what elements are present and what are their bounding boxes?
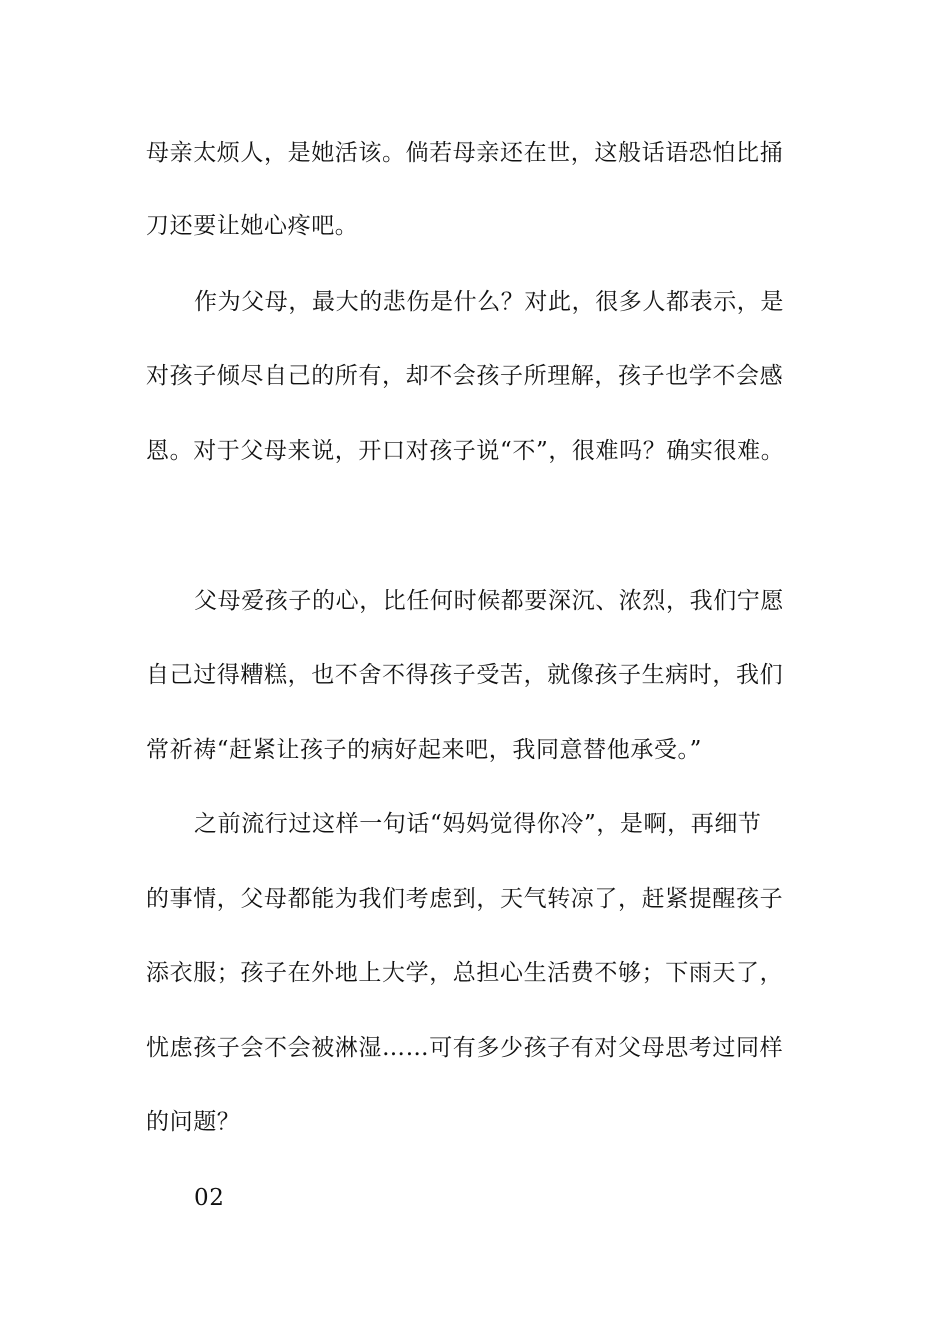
text-line: 对孩子倾尽自己的所有，却不会孩子所理解，孩子也学不会感 [146,363,784,389]
text-line: 添衣服；孩子在外地上大学，总担心生活费不够；下雨天了， [146,960,784,986]
paragraph-start-line: 父母爱孩子的心，比任何时候都要深沉、浓烈，我们宁愿 [194,588,784,614]
paragraph-start-line: 之前流行过这样一句话“妈妈觉得你冷”，是啊，再细节 [194,811,762,837]
section-number: 02 [194,1185,225,1211]
text-line: 自己过得糟糕，也不舍不得孩子受苦，就像孩子生病时，我们 [146,662,784,688]
text-line: 刀还要让她心疼吧。 [146,213,359,239]
text-line: 的问题？ [146,1109,241,1135]
text-line: 的事情，父母都能为我们考虑到，天气转凉了，赶紧提醒孩子 [146,886,784,912]
text-line: 忧虑孩子会不会被淋湿……可有多少孩子有对父母思考过同样 [146,1035,784,1061]
text-line: 常祈祷“赶紧让孩子的病好起来吧，我同意替他承受。” [146,737,703,763]
text-line: 恩。对于父母来说，开口对孩子说“不”，很难吗？确实很难。 [146,438,785,464]
text-line: 母亲太烦人，是她活该。倘若母亲还在世，这般话语恐怕比捅 [146,140,784,166]
paragraph-start-line: 作为父母，最大的悲伤是什么？对此，很多人都表示，是 [194,289,784,315]
